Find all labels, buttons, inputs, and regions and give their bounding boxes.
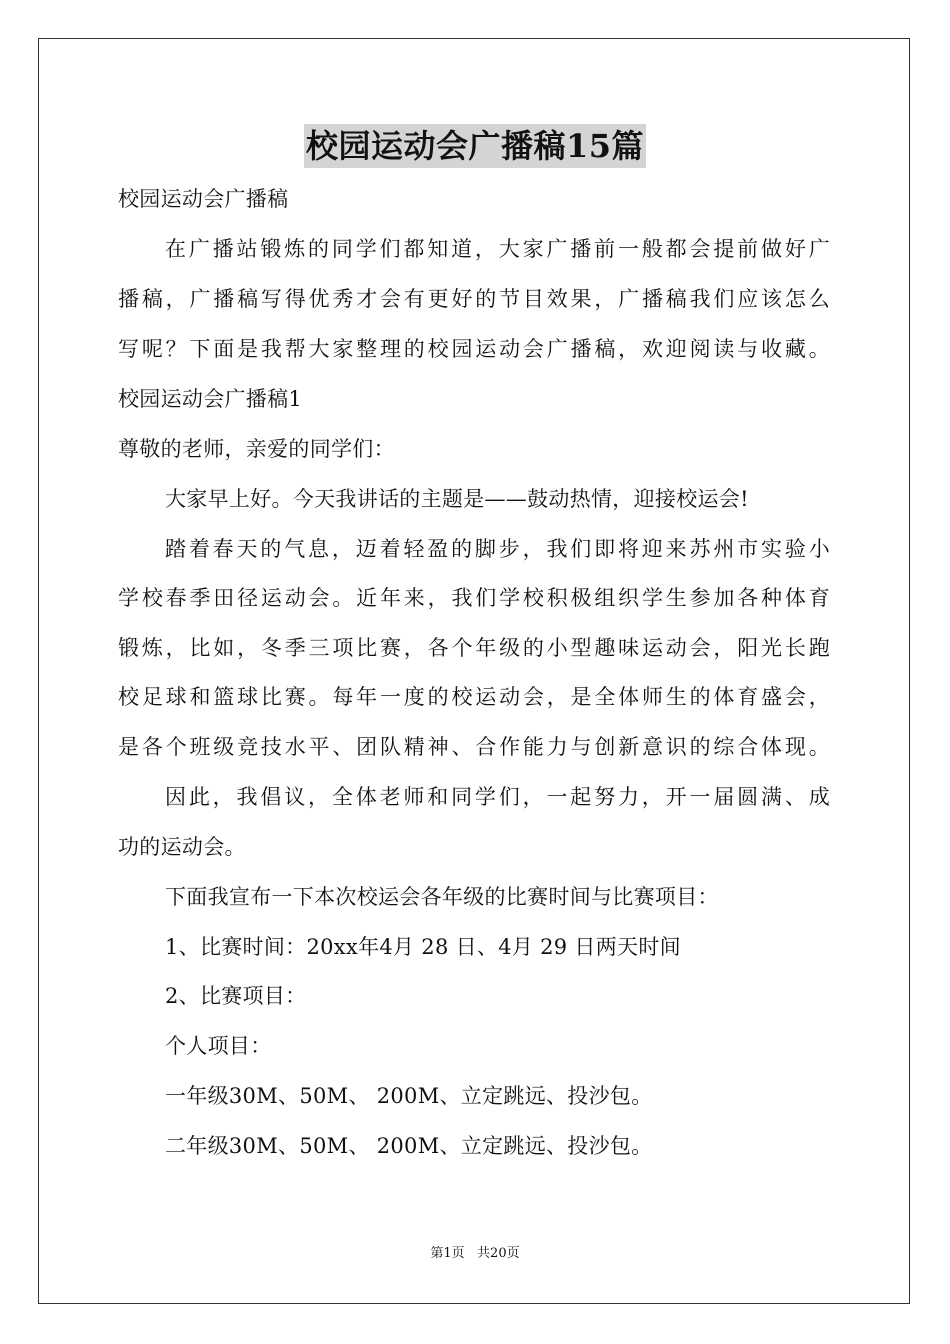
list-item: 二年级30M、50M、 200M、立定跳远、投沙包。 xyxy=(165,1134,653,1158)
paragraph-line: 播稿，广播稿写得优秀才会有更好的节目效果，广播稿我们应该怎么 xyxy=(118,287,830,311)
paragraph-line: 是各个班级竞技水平、团队精神、合作能力与创新意识的综合体现。 xyxy=(118,735,830,759)
page-footer: 第1页 共20页 xyxy=(430,1246,520,1261)
list-item: 2、比赛项目： xyxy=(165,984,307,1008)
salutation: 尊敬的老师，亲爱的同学们： xyxy=(118,437,395,461)
paragraph-line: 功的运动会。 xyxy=(118,835,246,859)
paragraph-line: 因此，我倡议，全体老师和同学们，一起努力，开一届圆满、成 xyxy=(165,785,830,809)
paragraph-line: 校足球和篮球比赛。每年一度的校运动会，是全体师生的体育盛会， xyxy=(118,685,830,709)
document-title: 校园运动会广播稿15篇 xyxy=(304,124,646,168)
paragraph-line: 踏着春天的气息，迈着轻盈的脚步，我们即将迎来苏州市实验小 xyxy=(165,537,830,561)
list-item: 一年级30M、50M、 200M、立定跳远、投沙包。 xyxy=(165,1084,653,1108)
paragraph-line: 下面我宣布一下本次校运会各年级的比赛时间与比赛项目： xyxy=(165,885,719,909)
list-item: 个人项目： xyxy=(165,1034,272,1058)
page-border xyxy=(38,38,910,1304)
paragraph-line: 大家早上好。今天我讲话的主题是——鼓动热情，迎接校运会! xyxy=(165,487,749,511)
paragraph-line: 锻炼，比如，冬季三项比赛，各个年级的小型趣味运动会，阳光长跑 xyxy=(118,636,830,660)
section-heading: 校园运动会广播稿 xyxy=(118,187,289,211)
paragraph-line: 写呢？下面是我帮大家整理的校园运动会广播稿，欢迎阅读与收藏。 xyxy=(118,337,830,361)
list-item: 1、比赛时间：20xx年4月 28 日、4月 29 日两天时间 xyxy=(165,935,681,959)
section-heading: 校园运动会广播稿1 xyxy=(118,387,303,411)
paragraph-line: 在广播站锻炼的同学们都知道，大家广播前一般都会提前做好广 xyxy=(165,237,830,261)
title-wrap xyxy=(0,124,950,168)
paragraph-line: 学校春季田径运动会。近年来，我们学校积极组织学生参加各种体育 xyxy=(118,586,830,610)
